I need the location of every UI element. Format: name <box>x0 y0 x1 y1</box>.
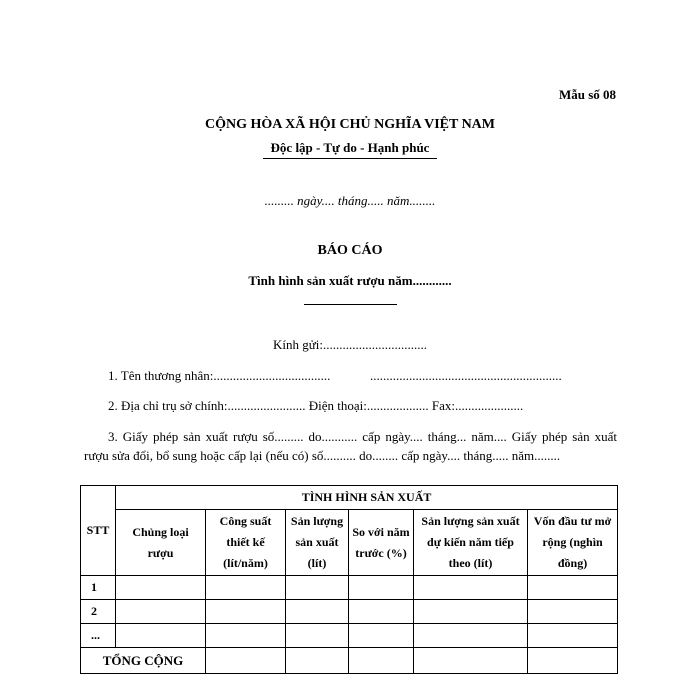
form-number: Mẫu số 08 <box>558 87 616 102</box>
cell <box>349 624 414 648</box>
cell <box>286 648 349 674</box>
report-subtitle: Tình hình sản xuất rượu năm............ <box>248 273 452 288</box>
motto-wrapper <box>0 139 700 159</box>
production-status-header: TÌNH HÌNH SẢN XUẤT <box>116 486 618 510</box>
cell <box>528 624 618 648</box>
address-phone-fax-field: 2. Địa chỉ trụ sở chính:........................ Điện thoại:................... Fax:..................... <box>108 398 524 413</box>
report-title: BÁO CÁO <box>317 243 383 258</box>
row-number: 2 <box>81 600 116 624</box>
cell <box>349 576 414 600</box>
column-header-design-capacity: Công suất thiết kế (lít/năm) <box>206 510 286 576</box>
cell <box>528 648 618 674</box>
column-header-product-type: Chủng loại rượu <box>116 510 206 576</box>
cell <box>414 648 528 674</box>
cell <box>286 576 349 600</box>
cell <box>414 600 528 624</box>
production-table <box>80 485 618 674</box>
table-row <box>81 600 618 624</box>
license-paragraph: 3. Giấy phép sản xuất rượu số......... do........... cấp ngày.... tháng... năm.... Giấy phép sản xuất rượu sửa đổi, bổ sung hoặc cấp lại (nếu có) số.......... do........ cấp ngày.... tháng..... năm........ <box>84 429 617 463</box>
stt-header: STT <box>81 486 116 576</box>
row-number: ... <box>81 624 116 648</box>
table-row <box>81 576 618 600</box>
table-row <box>81 624 618 648</box>
column-header-investment: Vốn đầu tư mở rộng (nghìn đồng) <box>528 510 618 576</box>
cell <box>286 624 349 648</box>
cell <box>116 624 206 648</box>
national-title: CỘNG HÒA XÃ HỘI CHỦ NGHĨA VIỆT NAM <box>204 117 495 132</box>
trader-name-field: 1. Tên thương nhân:.................................... <box>108 368 331 383</box>
national-motto: Độc lập - Tự do - Hạnh phúc <box>263 140 438 159</box>
recipient-line: Kính gửi:................................ <box>272 337 428 352</box>
cell <box>528 576 618 600</box>
cell <box>206 576 286 600</box>
title-divider <box>304 304 397 305</box>
cell <box>528 600 618 624</box>
row-number: 1 <box>81 576 116 600</box>
column-header-output: Sản lượng sản xuất (lít) <box>286 510 349 576</box>
cell <box>414 576 528 600</box>
total-label: TỔNG CỘNG <box>81 648 206 674</box>
trader-name-continuation: ........................................................... <box>370 368 562 383</box>
cell <box>349 648 414 674</box>
cell <box>206 624 286 648</box>
date-line: ......... ngày.... tháng..... năm........ <box>264 193 436 208</box>
cell <box>349 600 414 624</box>
cell <box>116 600 206 624</box>
column-header-vs-last-year: So với năm trước (%) <box>349 510 414 576</box>
cell <box>116 576 206 600</box>
total-row <box>81 648 618 674</box>
cell <box>414 624 528 648</box>
cell <box>206 600 286 624</box>
cell <box>286 600 349 624</box>
column-header-forecast-output: Sản lượng sản xuất dự kiến năm tiếp theo (lít) <box>414 510 528 576</box>
cell <box>206 648 286 674</box>
